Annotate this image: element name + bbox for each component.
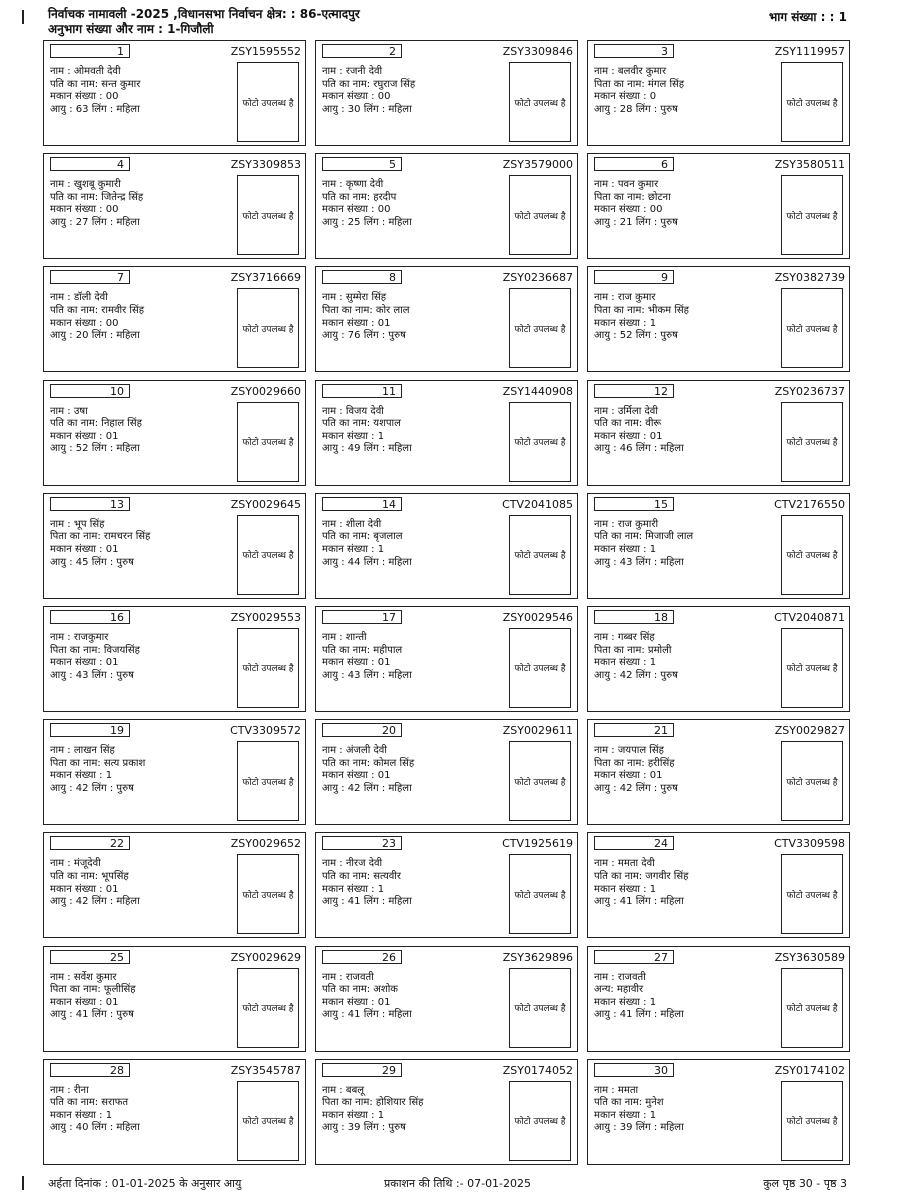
- epic-id: CTV3309572: [230, 724, 301, 738]
- voter-details: [50, 406, 142, 456]
- epic-id: ZSY1595552: [230, 45, 301, 58]
- epic-id: ZSY3309853: [230, 158, 301, 172]
- publication-date: प्रकाशन की तिथि :- 07-01-2025: [384, 1177, 532, 1190]
- voter-name: नाम : उषा: [50, 405, 88, 417]
- photo-placeholder: फोटो उपलब्ध है: [781, 968, 843, 1048]
- serial-number: 8: [322, 270, 402, 284]
- voter-name: नाम : शान्ती: [322, 631, 367, 643]
- photo-placeholder: फोटो उपलब्ध है: [237, 288, 299, 368]
- relation: पति का नाम: जगवीर सिंह: [594, 870, 689, 882]
- epic-id: ZSY0174052: [502, 1063, 573, 1077]
- serial-number: 27: [594, 950, 674, 964]
- voter-grid: [43, 40, 855, 1165]
- photo-placeholder: फोटो उपलब्ध है: [509, 854, 571, 934]
- serial-number: 6: [594, 157, 674, 171]
- age-gender: आयु : 42 लिंग : पुरुष: [594, 669, 678, 681]
- relation: पति का नाम: भूपसिंह: [50, 870, 129, 882]
- voter-details: [50, 858, 140, 908]
- voter-details: [594, 632, 678, 682]
- age-gender: आयु : 41 लिंग : महिला: [322, 896, 412, 908]
- house-number: मकान संख्या : 01: [50, 543, 119, 555]
- epic-id: ZSY0382739: [774, 271, 845, 285]
- serial-number: 4: [50, 157, 130, 171]
- voter-card: [315, 606, 578, 712]
- relation: पिता का नाम: होशियार सिंह: [322, 1097, 424, 1109]
- relation: पति का नाम: रघुराज सिंह: [322, 78, 416, 90]
- voter-details: [322, 1085, 423, 1135]
- voter-name: नाम : राज कुमारी: [594, 518, 659, 530]
- relation: पिता का नाम: हरीसिंह: [594, 757, 675, 769]
- voter-name: नाम : विजय देवी: [322, 405, 384, 417]
- age-gender: आयु : 41 लिंग : महिला: [594, 1009, 684, 1021]
- voter-card: [43, 40, 306, 146]
- voter-card: [587, 40, 850, 146]
- house-number: मकान संख्या : 01: [594, 770, 663, 782]
- relation: पिता का नाम: सत्य प्रकाश: [50, 757, 146, 769]
- relation: पिता का नाम: फूलीसिंह: [50, 984, 136, 996]
- age-gender: आयु : 63 लिंग : महिला: [50, 103, 140, 115]
- voter-name: नाम : राजकुमार: [50, 631, 109, 643]
- photo-placeholder: फोटो उपलब्ध है: [237, 1081, 299, 1161]
- voter-name: नाम : ओमवती देवी: [50, 66, 121, 77]
- house-number: मकान संख्या : 1: [594, 996, 657, 1008]
- left-edge-mark: [22, 1176, 24, 1190]
- voter-name: नाम : ममता देवी: [594, 858, 655, 870]
- roll-title: निर्वाचक नामावली -2025 ,विधानसभा निर्वाचन क्षेत्र: : 86-एत्मादपुर: [48, 7, 360, 21]
- serial-number: 15: [594, 497, 674, 511]
- photo-placeholder: फोटो उपलब्ध है: [509, 1081, 571, 1161]
- part-number: भाग संख्या : : 1: [768, 10, 847, 24]
- voter-details: [594, 179, 678, 229]
- photo-placeholder: फोटो उपलब्ध है: [781, 515, 843, 595]
- age-gender: आयु : 52 लिंग : महिला: [50, 443, 140, 455]
- photo-placeholder: फोटो उपलब्ध है: [509, 288, 571, 368]
- house-number: मकान संख्या : 1: [594, 657, 657, 669]
- serial-number: 12: [594, 384, 674, 398]
- voter-name: नाम : रजनी देवी: [322, 66, 383, 77]
- relation: पति का नाम: रामवीर सिंह: [50, 304, 145, 316]
- house-number: मकान संख्या : 01: [594, 430, 663, 442]
- photo-placeholder: फोटो उपलब्ध है: [237, 62, 299, 142]
- voter-name: नाम : बलवीर कुमार: [594, 66, 667, 77]
- voter-details: [322, 292, 410, 342]
- photo-placeholder: फोटो उपलब्ध है: [237, 628, 299, 708]
- photo-placeholder: फोटो उपलब्ध है: [509, 968, 571, 1048]
- voter-card: [587, 606, 850, 712]
- photo-placeholder: फोटो उपलब्ध है: [781, 1081, 843, 1161]
- voter-name: नाम : कृष्णा देवी: [322, 179, 384, 191]
- house-number: मकान संख्या : 00: [50, 91, 119, 103]
- epic-id: ZSY3629896: [502, 950, 573, 964]
- age-gender: आयु : 42 लिंग : महिला: [50, 896, 140, 908]
- voter-name: नाम : रीना: [50, 1084, 89, 1096]
- voter-card: [587, 380, 850, 486]
- house-number: मकान संख्या : 01: [322, 770, 391, 782]
- photo-placeholder: फोटो उपलब्ध है: [781, 741, 843, 821]
- relation: पति का नाम: बृजलाल: [322, 531, 403, 543]
- age-gender: आयु : 21 लिंग : पुरुष: [594, 216, 678, 228]
- left-edge-mark: [22, 10, 24, 24]
- voter-details: [322, 179, 412, 229]
- voter-name: नाम : डॉली देवी: [50, 292, 108, 304]
- serial-number: 18: [594, 610, 674, 624]
- epic-id: CTV2041085: [502, 497, 573, 511]
- voter-name: नाम : जयपाल सिंह: [594, 745, 664, 757]
- voter-details: [594, 858, 688, 908]
- epic-id: ZSY3579000: [502, 158, 573, 172]
- age-gender: आयु : 46 लिंग : महिला: [594, 443, 684, 455]
- photo-placeholder: फोटो उपलब्ध है: [509, 628, 571, 708]
- epic-id: ZSY0029629: [230, 950, 301, 964]
- house-number: मकान संख्या : 1: [322, 430, 385, 442]
- epic-id: ZSY0029827: [774, 724, 845, 738]
- age-gender: आयु : 25 लिंग : महिला: [322, 216, 412, 228]
- voter-details: [50, 632, 140, 682]
- voter-details: [594, 1085, 684, 1135]
- epic-id: ZSY0029645: [230, 497, 301, 511]
- house-number: मकान संख्या : 01: [322, 996, 391, 1008]
- serial-number: 29: [322, 1063, 402, 1077]
- serial-number: 30: [594, 1063, 674, 1077]
- voter-card: [587, 493, 850, 599]
- serial-number: 1: [50, 44, 130, 58]
- relation: पति का नाम: वीरू: [594, 418, 662, 430]
- voter-card: [43, 266, 306, 372]
- qualifying-date: अर्हता दिनांक : 01-01-2025 के अनुसार आयु: [48, 1177, 242, 1190]
- voter-name: नाम : लाखन सिंह: [50, 745, 115, 757]
- house-number: मकान संख्या : 1: [322, 883, 385, 895]
- serial-number: 22: [50, 836, 130, 850]
- age-gender: आयु : 41 लिंग : महिला: [594, 896, 684, 908]
- voter-name: नाम : राजवती: [322, 971, 374, 983]
- voter-name: नाम : सर्वेश कुमार: [50, 971, 117, 983]
- voter-details: [594, 406, 684, 456]
- age-gender: आयु : 41 लिंग : पुरुष: [50, 1009, 134, 1021]
- voter-details: [594, 972, 684, 1022]
- serial-number: 2: [322, 44, 402, 58]
- epic-id: ZSY0029660: [230, 384, 301, 398]
- voter-details: [322, 858, 412, 908]
- voter-card: [587, 1059, 850, 1165]
- voter-details: [50, 66, 140, 116]
- voter-details: [594, 292, 689, 342]
- voter-card: [587, 266, 850, 372]
- serial-number: 20: [322, 723, 402, 737]
- voter-details: [594, 66, 684, 116]
- age-gender: आयु : 76 लिंग : पुरुष: [322, 330, 406, 342]
- house-number: मकान संख्या : 1: [322, 1109, 385, 1121]
- house-number: मकान संख्या : 00: [50, 317, 119, 329]
- voter-details: [594, 745, 678, 795]
- photo-placeholder: फोटो उपलब्ध है: [237, 175, 299, 255]
- house-number: मकान संख्या : 01: [50, 430, 119, 442]
- page-count: कुल पृष्ठ 30 - पृष्ठ 3: [763, 1177, 847, 1190]
- voter-details: [50, 519, 150, 569]
- relation: पति का नाम: सराफत: [50, 1097, 129, 1109]
- serial-number: 14: [322, 497, 402, 511]
- relation: पिता का नाम: छोटना: [594, 191, 671, 203]
- voter-card: [315, 719, 578, 825]
- relation: पति का नाम: अशोक: [322, 984, 398, 996]
- age-gender: आयु : 39 लिंग : महिला: [594, 1122, 684, 1134]
- voter-details: [50, 745, 145, 795]
- voter-details: [322, 406, 412, 456]
- voter-card: [43, 153, 306, 259]
- voter-card: [43, 832, 306, 938]
- serial-number: 21: [594, 723, 674, 737]
- house-number: मकान संख्या : 00: [322, 91, 391, 103]
- relation: पति का नाम: हरदीप: [322, 191, 397, 203]
- house-number: मकान संख्या : 1: [594, 1109, 657, 1121]
- serial-number: 13: [50, 497, 130, 511]
- serial-number: 3: [594, 44, 674, 58]
- age-gender: आयु : 43 लिंग : महिला: [594, 556, 684, 568]
- epic-id: CTV2040871: [774, 610, 845, 624]
- house-number: मकान संख्या : 1: [322, 543, 385, 555]
- voter-name: नाम : पवन कुमार: [594, 179, 659, 191]
- voter-details: [322, 66, 415, 116]
- voter-card: [587, 832, 850, 938]
- voter-card: [43, 380, 306, 486]
- house-number: मकान संख्या : 01: [50, 657, 119, 669]
- relation: पति का नाम: मुनेश: [594, 1097, 664, 1109]
- voter-name: नाम : अंजली देवी: [322, 745, 387, 757]
- house-number: मकान संख्या : 00: [50, 204, 119, 216]
- voter-name: नाम : बबलू: [322, 1084, 365, 1096]
- relation: पति का नाम: सत्यवीर: [322, 870, 401, 882]
- voter-details: [50, 179, 143, 229]
- voter-card: [315, 266, 578, 372]
- house-number: मकान संख्या : 00: [322, 204, 391, 216]
- photo-placeholder: फोटो उपलब्ध है: [237, 968, 299, 1048]
- voter-name: नाम : उर्मिला देवी: [594, 405, 658, 417]
- page-header: [48, 7, 360, 37]
- voter-card: [43, 1059, 306, 1165]
- house-number: मकान संख्या : 1: [594, 317, 657, 329]
- photo-placeholder: फोटो उपलब्ध है: [237, 402, 299, 482]
- voter-card: [587, 153, 850, 259]
- relation: पति का नाम: कोमल सिंह: [322, 757, 415, 769]
- voter-name: नाम : गब्बर सिंह: [594, 631, 655, 643]
- voter-card: [587, 719, 850, 825]
- age-gender: आयु : 27 लिंग : महिला: [50, 216, 140, 228]
- serial-number: 16: [50, 610, 130, 624]
- relation: पति का नाम: यशपाल: [322, 418, 401, 430]
- voter-card: [315, 153, 578, 259]
- voter-card: [587, 946, 850, 1052]
- epic-id: ZSY1440908: [502, 384, 573, 398]
- age-gender: आयु : 52 लिंग : पुरुष: [594, 330, 678, 342]
- age-gender: आयु : 42 लिंग : महिला: [322, 782, 412, 794]
- voter-details: [322, 745, 414, 795]
- voter-name: नाम : शीला देवी: [322, 518, 382, 530]
- epic-id: ZSY3309846: [502, 45, 573, 58]
- photo-placeholder: फोटो उपलब्ध है: [237, 854, 299, 934]
- house-number: मकान संख्या : 1: [50, 770, 113, 782]
- voter-details: [50, 292, 144, 342]
- age-gender: आयु : 44 लिंग : महिला: [322, 556, 412, 568]
- voter-name: नाम : नीरज देवी: [322, 858, 383, 870]
- relation: पिता का नाम: मंगल सिंह: [594, 78, 685, 90]
- photo-placeholder: फोटो उपलब्ध है: [237, 741, 299, 821]
- serial-number: 9: [594, 270, 674, 284]
- epic-id: ZSY3630589: [774, 950, 845, 964]
- voter-card: [315, 946, 578, 1052]
- age-gender: आयु : 42 लिंग : पुरुष: [594, 782, 678, 794]
- epic-id: CTV1925619: [502, 837, 573, 851]
- serial-number: 24: [594, 836, 674, 850]
- relation: पति का नाम: जितेन्द्र सिंह: [50, 191, 144, 203]
- voter-name: नाम : राजवती: [594, 971, 646, 983]
- voter-details: [50, 1085, 140, 1135]
- voter-card: [43, 606, 306, 712]
- voter-name: नाम : ममता: [594, 1084, 639, 1096]
- serial-number: 10: [50, 384, 130, 398]
- house-number: मकान संख्या : 1: [594, 883, 657, 895]
- photo-placeholder: फोटो उपलब्ध है: [509, 175, 571, 255]
- house-number: मकान संख्या : 01: [322, 317, 391, 329]
- relation: पिता का नाम: रामचरन सिंह: [50, 531, 151, 543]
- voter-card: [315, 40, 578, 146]
- serial-number: 25: [50, 950, 130, 964]
- serial-number: 23: [322, 836, 402, 850]
- serial-number: 28: [50, 1063, 130, 1077]
- voter-card: [43, 493, 306, 599]
- relation: पिता का नाम: कोर लाल: [322, 304, 410, 316]
- age-gender: आयु : 20 लिंग : महिला: [50, 330, 140, 342]
- photo-placeholder: फोटो उपलब्ध है: [509, 515, 571, 595]
- voter-name: नाम : भूप सिंह: [50, 518, 105, 530]
- voter-card: [43, 946, 306, 1052]
- age-gender: आयु : 42 लिंग : पुरुष: [50, 782, 134, 794]
- relation: पिता का नाम: प्रमोली: [594, 644, 672, 656]
- photo-placeholder: फोटो उपलब्ध है: [237, 515, 299, 595]
- voter-details: [50, 972, 136, 1022]
- photo-placeholder: फोटो उपलब्ध है: [509, 741, 571, 821]
- age-gender: आयु : 43 लिंग : महिला: [322, 669, 412, 681]
- photo-placeholder: फोटो उपलब्ध है: [781, 175, 843, 255]
- epic-id: CTV2176550: [774, 497, 845, 511]
- serial-number: 17: [322, 610, 402, 624]
- epic-id: ZSY0029652: [230, 837, 301, 851]
- house-number: मकान संख्या : 01: [322, 657, 391, 669]
- age-gender: आयु : 43 लिंग : पुरुष: [50, 669, 134, 681]
- serial-number: 5: [322, 157, 402, 171]
- epic-id: ZSY0236687: [502, 271, 573, 285]
- voter-details: [322, 972, 412, 1022]
- voter-card: [315, 380, 578, 486]
- epic-id: ZSY0029546: [502, 610, 573, 624]
- epic-id: ZSY0029611: [502, 724, 573, 738]
- age-gender: आयु : 39 लिंग : पुरुष: [322, 1122, 406, 1134]
- age-gender: आयु : 40 लिंग : महिला: [50, 1122, 140, 1134]
- house-number: मकान संख्या : 1: [594, 543, 657, 555]
- house-number: मकान संख्या : 01: [50, 996, 119, 1008]
- voter-name: नाम : खुशबू कुमारी: [50, 179, 121, 191]
- age-gender: आयु : 41 लिंग : महिला: [322, 1009, 412, 1021]
- relation: पति का नाम: सन्त कुमार: [50, 78, 141, 90]
- house-number: मकान संख्या : 00: [594, 204, 663, 216]
- voter-details: [322, 519, 412, 569]
- age-gender: आयु : 30 लिंग : महिला: [322, 103, 412, 115]
- voter-card: [315, 832, 578, 938]
- age-gender: आयु : 45 लिंग : पुरुष: [50, 556, 134, 568]
- relation: पति का नाम: मिजाजी लाल: [594, 531, 694, 543]
- age-gender: आयु : 49 लिंग : महिला: [322, 443, 412, 455]
- photo-placeholder: फोटो उपलब्ध है: [509, 62, 571, 142]
- voter-card: [315, 493, 578, 599]
- epic-id: ZSY3545787: [230, 1063, 301, 1077]
- epic-id: ZSY1119957: [774, 45, 845, 58]
- photo-placeholder: फोटो उपलब्ध है: [781, 402, 843, 482]
- epic-id: ZSY0029553: [230, 610, 301, 624]
- relation: पति का नाम: निहाल सिंह: [50, 418, 142, 430]
- epic-id: ZSY0236737: [774, 384, 845, 398]
- epic-id: ZSY3580511: [774, 158, 845, 172]
- voter-details: [594, 519, 693, 569]
- relation: पिता का नाम: भीकम सिंह: [594, 304, 689, 316]
- serial-number: 7: [50, 270, 130, 284]
- voter-card: [43, 719, 306, 825]
- epic-id: ZSY0174102: [774, 1063, 845, 1077]
- relation: पति का नाम: महीपाल: [322, 644, 403, 656]
- photo-placeholder: फोटो उपलब्ध है: [781, 854, 843, 934]
- house-number: मकान संख्या : 01: [50, 883, 119, 895]
- voter-name: नाम : सुम्मेरा सिंह: [322, 292, 387, 304]
- voter-name: नाम : मंजूदेवी: [50, 858, 101, 870]
- serial-number: 26: [322, 950, 402, 964]
- photo-placeholder: फोटो उपलब्ध है: [781, 62, 843, 142]
- photo-placeholder: फोटो उपलब्ध है: [509, 402, 571, 482]
- serial-number: 19: [50, 723, 130, 737]
- photo-placeholder: फोटो उपलब्ध है: [781, 628, 843, 708]
- voter-card: [315, 1059, 578, 1165]
- section-name: अनुभाग संख्या और नाम : 1-गिजौली: [48, 22, 214, 36]
- voter-name: नाम : राज कुमार: [594, 292, 656, 304]
- relation: अन्य: महावीर: [594, 984, 644, 996]
- serial-number: 11: [322, 384, 402, 398]
- age-gender: आयु : 28 लिंग : पुरुष: [594, 103, 678, 115]
- photo-placeholder: फोटो उपलब्ध है: [781, 288, 843, 368]
- epic-id: ZSY3716669: [230, 271, 301, 285]
- relation: पिता का नाम: विजयसिंह: [50, 644, 140, 656]
- epic-id: CTV3309598: [774, 837, 845, 851]
- house-number: मकान संख्या : 0: [594, 91, 657, 103]
- house-number: मकान संख्या : 1: [50, 1109, 113, 1121]
- voter-details: [322, 632, 412, 682]
